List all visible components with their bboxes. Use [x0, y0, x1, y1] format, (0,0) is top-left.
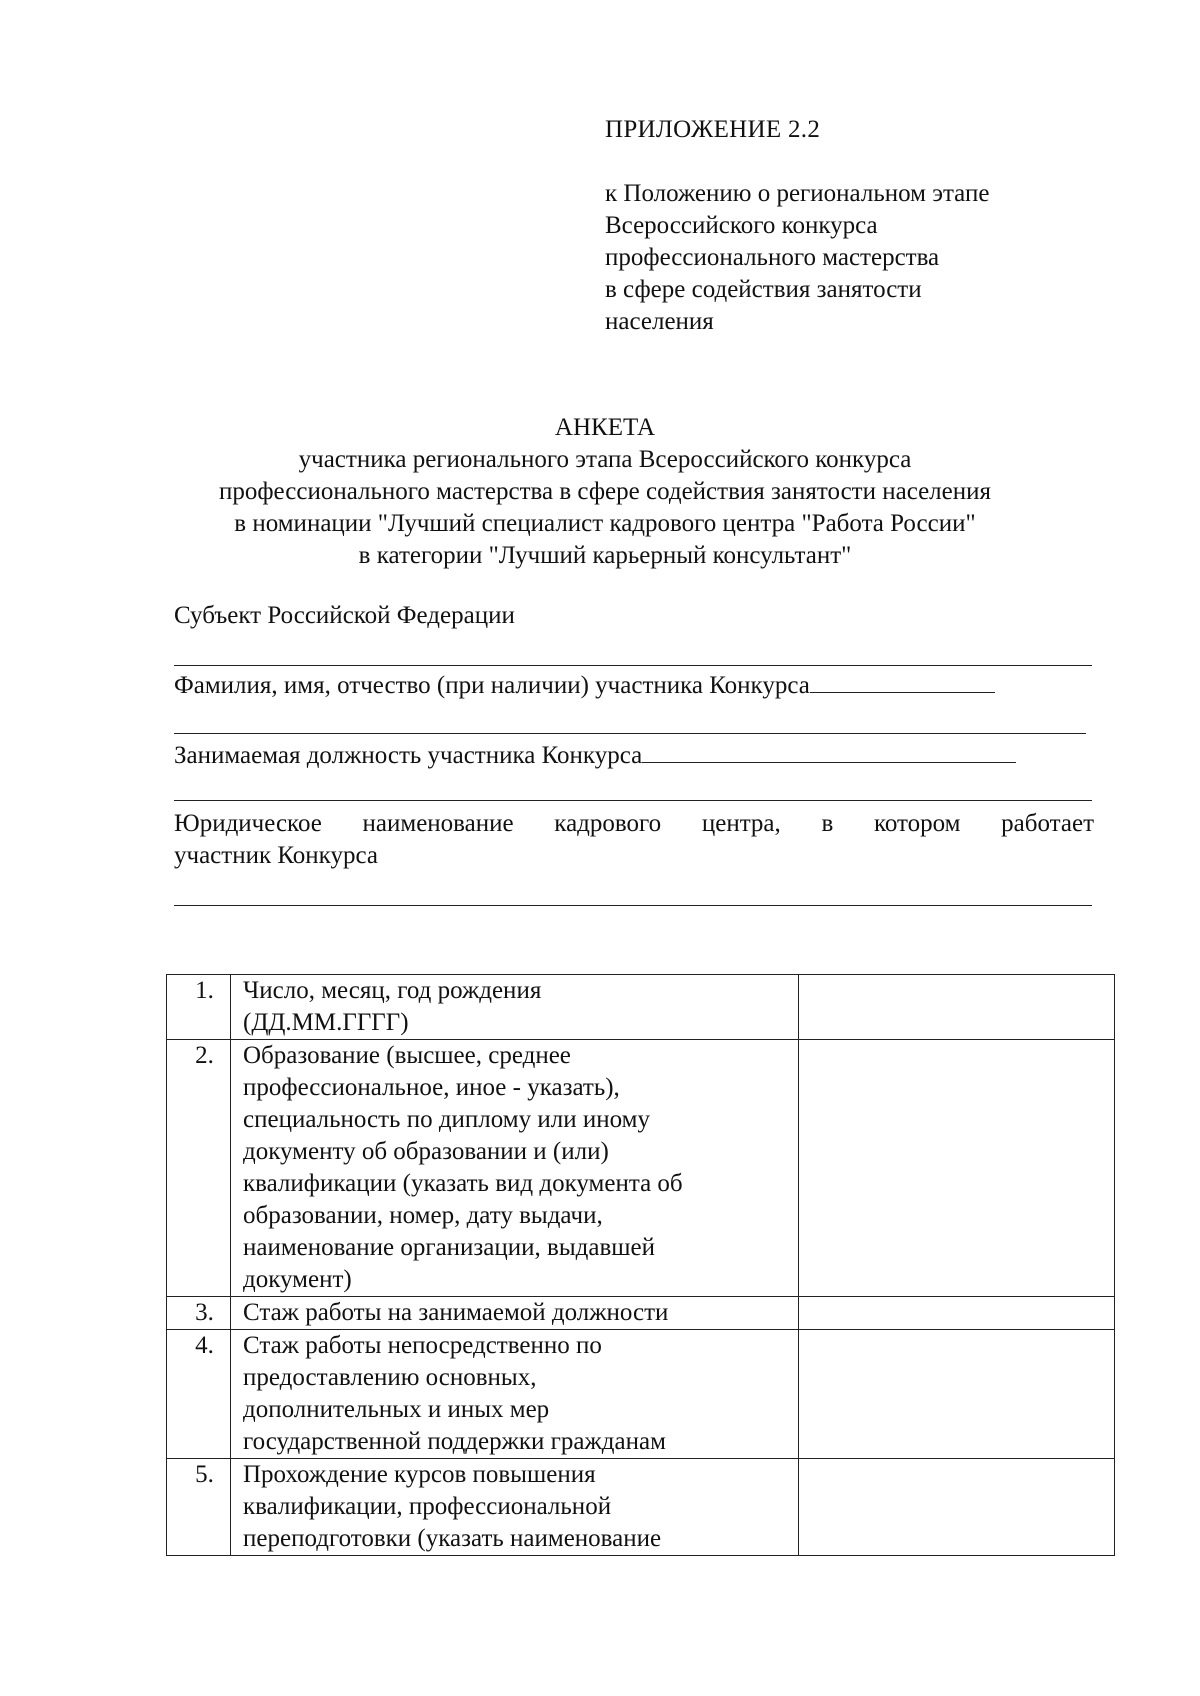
full-name-input-line-2[interactable] — [174, 733, 1086, 734]
full-name-label: Фамилия, имя, отчество (при наличии) участника Конкурса — [174, 672, 810, 699]
full-name-field — [174, 670, 1094, 702]
row-value-cell[interactable] — [799, 1040, 1115, 1297]
row-number: 1. — [167, 975, 231, 1040]
center-name-label-line: участник Конкурса — [174, 842, 378, 869]
center-name-field — [174, 808, 1094, 872]
center-name-label-line: Юридическое наименование кадрового центра, в котором работает — [174, 810, 1094, 837]
position-input-line-2[interactable] — [174, 800, 1092, 801]
row-label: Стаж работы на занимаемой должности — [231, 1297, 799, 1330]
row-label: Число, месяц, год рождения (ДД.ММ.ГГГГ) — [231, 975, 799, 1040]
row-value-cell[interactable] — [799, 1459, 1115, 1556]
subject-input-line[interactable] — [174, 665, 1092, 666]
table-row — [167, 1297, 1115, 1330]
questionnaire-subtitle-line: в номинации "Лучший специалист кадрового центра "Работа России" — [234, 510, 976, 537]
questionnaire-title: АНКЕТА — [554, 414, 656, 441]
row-label: Стаж работы непосредственно по предоставлению основных, дополнительных и иных мер государственной поддержки гражданам — [231, 1330, 799, 1459]
table-row — [167, 1040, 1115, 1297]
position-label: Занимаемая должность участника Конкурса — [174, 742, 643, 769]
appendix-ref-line: Всероссийского конкурса — [605, 212, 878, 239]
subject-label: Субъект Российской Федерации — [174, 602, 515, 629]
row-number: 4. — [167, 1330, 231, 1459]
questionnaire-subtitle-line: в категории "Лучший карьерный консультант" — [358, 542, 852, 569]
questionnaire-subtitle-line: профессионального мастерства в сфере содействия занятости населения — [218, 478, 992, 505]
row-number: 5. — [167, 1459, 231, 1556]
questionnaire-subtitle-line: участника регионального этапа Всероссийского конкурса — [298, 446, 912, 473]
position-field — [174, 740, 1094, 772]
appendix-ref-line: к Положению о региональном этапе — [605, 180, 990, 207]
row-label: Прохождение курсов повышения квалификации, профессиональной переподготовки (указать наименование — [231, 1459, 799, 1556]
full-name-input-line[interactable] — [810, 670, 995, 693]
appendix-ref-line: населения — [605, 308, 714, 335]
center-name-input-line[interactable] — [174, 905, 1092, 906]
row-value-cell[interactable] — [799, 1297, 1115, 1330]
table-row — [167, 1330, 1115, 1459]
subject-field — [174, 600, 1094, 632]
row-number: 2. — [167, 1040, 231, 1297]
questionnaire-heading — [150, 412, 1060, 572]
row-value-cell[interactable] — [799, 1330, 1115, 1459]
row-number: 3. — [167, 1297, 231, 1330]
appendix-ref-line: в сфере содействия занятости — [605, 276, 922, 303]
row-label: Образование (высшее, среднее профессиональное, иное - указать), специальность по диплому или иному документу об образовании и (или) квалификации (указать вид документа об образовании, номер, дату выдачи, наименование организации, выдавшей документ) — [231, 1040, 799, 1297]
table-row — [167, 975, 1115, 1040]
participant-info-table — [166, 974, 1115, 1556]
appendix-block — [605, 114, 1165, 338]
position-input-line[interactable] — [642, 740, 1016, 763]
row-value-cell[interactable] — [799, 975, 1115, 1040]
appendix-ref-line: профессионального мастерства — [605, 244, 940, 271]
appendix-title: ПРИЛОЖЕНИЕ 2.2 — [605, 116, 821, 143]
table-row — [167, 1459, 1115, 1556]
appendix-reference — [605, 178, 1165, 338]
